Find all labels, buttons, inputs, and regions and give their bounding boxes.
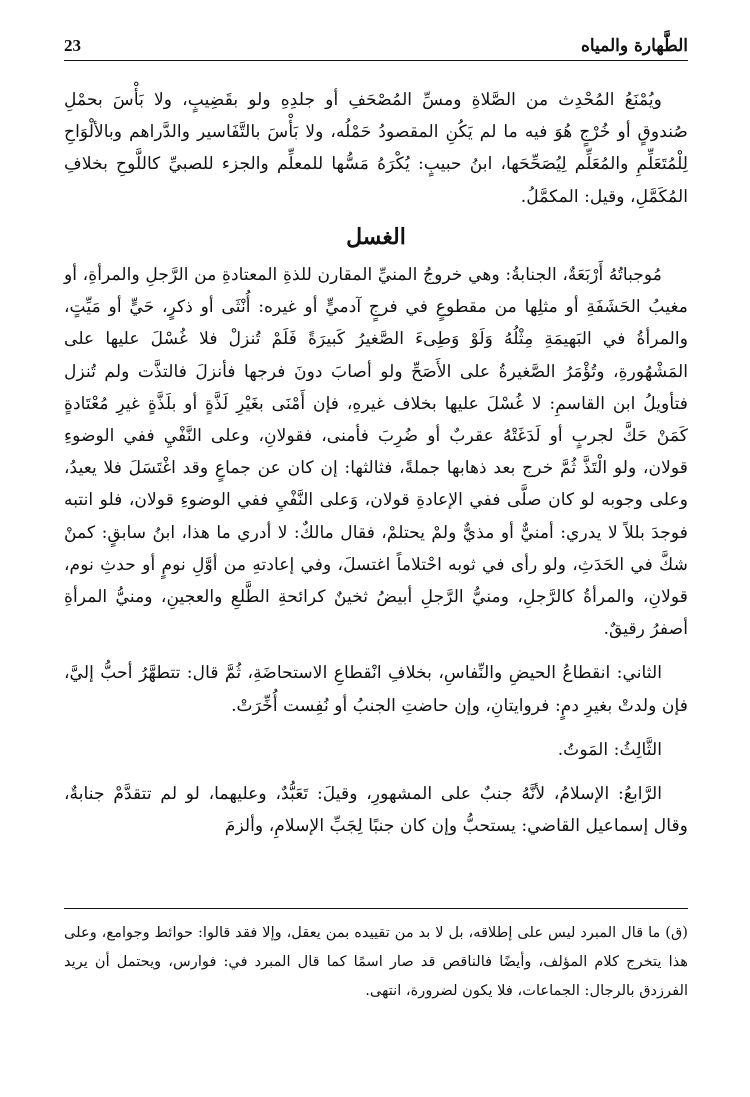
footnote-text: (ق) ما قال المبرد ليس على إطلاقه، بل لا بد من تقييده بمن يعقل، وإلا فقد قالوا: حوائط وجوامع، وعلى هذا يتخرج كلام المؤلف، وأيضًا فالناقص قد صار اسمًا كما قال المبرد في: فوارس، ويحتمل أن يريد الفرزدق بالرجال: الجماعات، فلا يكون لضرورة، انتهى. [64, 924, 688, 999]
paragraph: الرَّابعُ: الإسلامُ، لأنَّهُ جنبٌ على المشهورِ، وقيلَ: تَعَبُّدٌ، وعليهما، لو لم تتقدَّمْ جنابةٌ، وقال إسماعيل القاضي: يستحبُّ وإن كان جنبًا لِجَبِّ الإسلامِ، وألزمَ [64, 784, 688, 837]
main-text [64, 84, 688, 842]
paragraph: الثَّالِثُ: المَوتُ. [557, 739, 662, 760]
paragraph: ويُمْنَعُ المُحْدِث من الصَّلاةِ ومسِّ المُصْحَفِ أو جلدِهِ ولو بقَضِيبٍ، ولا بَأْسَ بحمْلِ صُندوقٍ أو خُرْجٍ هُوَ فيه ما لم يَكُنِ المقصودُ حَمْلُه، ولا بَأْسَ بالتَّفَاسير والدَّراهم وبالألْوَاحِ لِلْمُتَعَلِّمِ والمُعَلِّم لِيُصَحِّحَها، ابنُ حبيبٍ: يُكْرَهُ مَسُّها للمعلِّم والجزء للصبيِّ كاللَّوحِ بخلافِ المُكَمَّلِ، وقيل: المكمَّلُ. [64, 90, 688, 207]
section-heading: الغسل [346, 223, 406, 250]
running-header [64, 28, 688, 61]
page-number: 23 [64, 36, 81, 55]
footnote-divider [64, 908, 688, 909]
paragraph: الثاني: انقطاعُ الحيضِ والنِّفاسِ، بخلافِ انْقطاعِ الاستحاضَةِ، ثُمَّ قال: تتطهَّرُ أحبُّ إليَّ، فإن ولدتْ بغيرِ دمٍ: فروايتانِ، وإن حاضتِ الجنبُ أو نُفِست أُخِّرَتْ. [64, 663, 688, 716]
running-title: الطَّهارة والمياه [580, 36, 688, 56]
paragraph: مُوجباتُهُ أَرْبَعَةٌ، الجنابةُ: وهي خروجُ المنيِّ المقارن للذةِ المعتادةِ من الرَّجلِ والمرأةِ، أو مغيبُ الحَشَفَةِ أو مثلِها من مقطوعٍ في فرجٍ آدميٍّ أو غيره: أُنْثَى أو ذكرٍ، حَيٍّ أو مَيِّتٍ، والمرأةُ في البَهيمَةِ مِثْلُهُ وَلَوْ وَطِىءَ الصَّغيرُ كَبيرَةً فَلَمْ تُنزلْ فلا غُسْلَ عليها على المَشْهُورةِ، وتُؤْمَرُ الصَّغيرةُ على الأَصَحِّ ولو أصابَ دونَ فرجها فأنزلَ فالتذَّت ولم تُنزل فتأويلُ ابن القاسمِ: لا غُسْلَ عليها بخلاف غيرهِ، فإن أَمْنَى بغَيْرِ لَذَّةٍ أو بلَذَّةٍ غيرِ مُعْتَادةٍ كَمَنْ حَكَّ لجربٍ أو لَدَغَتْهُ عقربٌ أو ضُرِبَ فأمنى، فقولانِ، وعلى النَّفْيِ ففي الوضوءِ قولان، ولو الْتَذَّ ثُمَّ خرج بعد ذهابها جملةً، فثالثها: إن كان عن جماعٍ وقد اغْتَسَلَ فلا يعيدُ، وعلى وجوبه لو كان صلَّى ففي الإعادةِ قولان، وَعلى النَّفْيِ ففي الوضوءِ قولان، فلو انتبه فوجدَ بللاً لا يدري: أمنيٌّ أو مذيٌّ ولمْ يحتلمْ، فقال مالكٌ: لا أدري ما هذا، ابنُ سابقٍ: كمنْ شكَّ في الحَدَثِ، ولو رأى في ثوبه احْتلاماً اغتسلَ، وفي إعادتهِ من أوَّلِ نومٍ أو حدثِ نوم، قولانِ، والمرأةُ كالرَّجلِ، ومنيُّ الرَّجلِ أبيضُ ثخينٌ كرائحةِ الطَّلعِ والعجينِ، ومنيُّ المرأةِ أصفرُ رقيقٌ. [64, 265, 688, 640]
footnote [64, 918, 688, 1005]
